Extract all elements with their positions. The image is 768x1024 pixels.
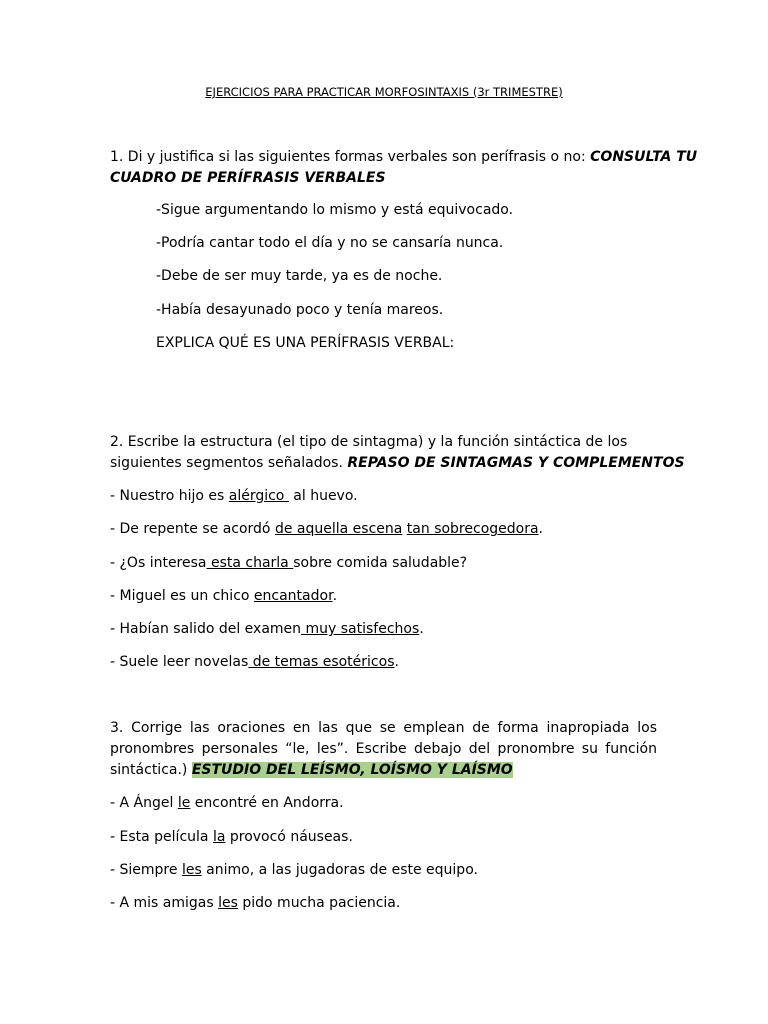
sentence-text: sobre comida saludable? (293, 555, 468, 571)
underlined-segment: alérgico (228, 488, 289, 504)
underlined-segment: esta charla (206, 555, 294, 571)
underlined-pronoun: la (212, 829, 226, 845)
sentence-text: - ¿Os interesa (110, 555, 207, 571)
underlined-segment: tan sobrecogedora (406, 521, 539, 537)
sentence-text: - A Ángel (110, 795, 178, 811)
ex1-item: -Había desayunado poco y tenía mareos. (156, 302, 444, 318)
sentence-text: . (394, 654, 399, 670)
sentence-text: . (419, 621, 424, 637)
document-title: EJERCICIOS PARA PRACTICAR MORFOSINTAXIS (3r TRIMESTRE) (205, 85, 563, 99)
ex3-instruction-line2: pronombres personales “le, les”. Escribe debajo del pronombre su función (110, 741, 657, 757)
ex3-sentence (110, 827, 353, 848)
sentence-text: - De repente se acordó (110, 521, 275, 537)
underlined-pronoun: les (218, 895, 238, 911)
sentence-text: - Esta película (110, 829, 213, 845)
ex3-sentence (110, 860, 478, 881)
ex2-sentence (110, 619, 424, 640)
underlined-segment: encantador (253, 588, 333, 604)
sentence-text: pido mucha paciencia. (237, 895, 401, 911)
sentence-text: . (538, 521, 543, 537)
ex1-item: -Podría cantar todo el día y no se cansaría nunca. (156, 235, 504, 251)
ex1-instruction-line1 (110, 147, 697, 168)
ex1-instruction-bold: CONSULTA TU (590, 149, 698, 165)
ex3-instruction-bold-highlight: ESTUDIO DEL LEÍSMO, LOÍSMO Y LAÍSMO (191, 762, 513, 778)
underlined-segment: de aquella escena (274, 521, 403, 537)
ex1-instruction-line2: CUADRO DE PERÍFRASIS VERBALES (110, 170, 386, 186)
underlined-segment: de temas esotéricos (248, 654, 395, 670)
sentence-text: - Habían salido del examen (110, 621, 302, 637)
sentence-text: - A mis amigas (110, 895, 219, 911)
sentence-text: animo, a las jugadoras de este equipo. (201, 862, 478, 878)
ex2-instruction-line1: 2. Escribe la estructura (el tipo de sintagma) y la función sintáctica de los (110, 434, 628, 450)
ex2-sentence (110, 652, 399, 673)
ex3-instruction-line3 (110, 760, 657, 781)
sentence-text: - Suele leer novelas (110, 654, 249, 670)
ex3-sentence (110, 893, 400, 914)
ex3-instruction (110, 718, 657, 781)
ex1-item: -Debe de ser muy tarde, ya es de noche. (156, 268, 443, 284)
ex3-instruction-text: sintáctica.) (110, 762, 192, 778)
sentence-text: provocó náuseas. (225, 829, 353, 845)
ex2-instruction-text: siguientes segmentos señalados. (110, 455, 348, 471)
sentence-text: - Siempre (110, 862, 182, 878)
sentence-text: . (332, 588, 338, 604)
ex1-explain: EXPLICA QUÉ ES UNA PERÍFRASIS VERBAL: (156, 335, 455, 351)
underlined-pronoun: les (181, 862, 202, 878)
ex2-sentence (110, 486, 358, 507)
sentence-text: al huevo. (288, 488, 358, 504)
ex3-sentence (110, 793, 344, 814)
sentence-text: - Miguel es un chico (110, 588, 254, 604)
underlined-segment: muy satisfechos (301, 621, 420, 637)
sentence-text: encontré en Andorra. (190, 795, 344, 811)
underlined-pronoun: le (177, 795, 191, 811)
sentence-text: - Nuestro hijo es (110, 488, 229, 504)
ex3-instruction-line1: 3. Corrige las oraciones en las que se emplean de forma inapropiada los (110, 720, 657, 736)
ex2-sentence (110, 586, 337, 607)
ex2-sentence (110, 519, 543, 540)
ex2-instruction-line2 (110, 453, 685, 474)
ex2-instruction-bold: REPASO DE SINTAGMAS Y COMPLEMENTOS (347, 455, 685, 471)
ex1-instruction-text: 1. Di y justifica si las siguientes formas verbales son perífrasis o no: (110, 149, 591, 165)
ex1-item: -Sigue argumentando lo mismo y está equivocado. (156, 202, 514, 218)
ex2-sentence (110, 553, 467, 574)
